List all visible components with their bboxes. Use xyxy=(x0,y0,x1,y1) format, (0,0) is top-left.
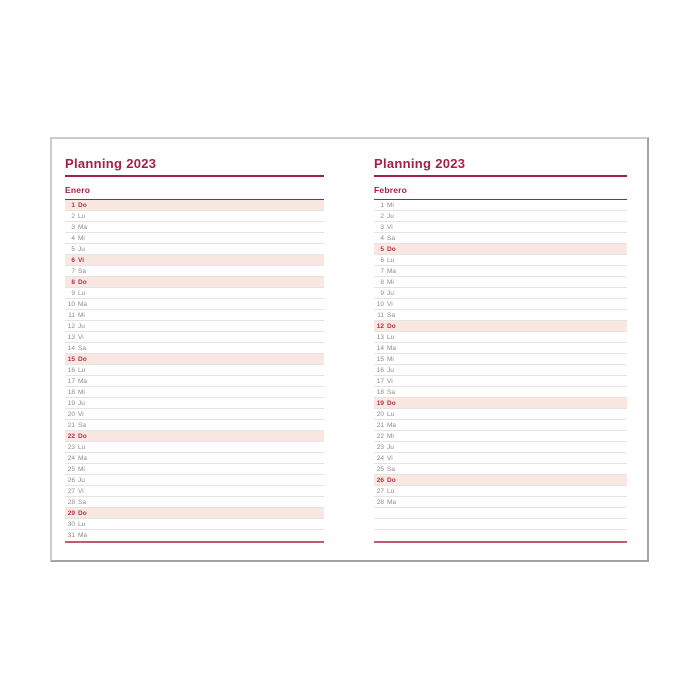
day-abbrev: Sa xyxy=(387,388,395,396)
day-number: 10 xyxy=(67,300,75,308)
calendar-row-enero-7 xyxy=(65,266,324,277)
calendar-row-febrero-12 xyxy=(374,321,627,332)
day-number: 19 xyxy=(376,399,384,407)
calendar-row-enero-31 xyxy=(65,530,324,541)
day-abbrev: Sa xyxy=(78,267,86,275)
calendar-row-febrero-1 xyxy=(374,200,627,211)
calendar-row-enero-12 xyxy=(65,321,324,332)
day-abbrev: Vi xyxy=(387,377,393,385)
day-number: 4 xyxy=(71,234,75,242)
calendar-row-enero-9 xyxy=(65,288,324,299)
day-number: 22 xyxy=(67,432,75,440)
day-abbrev: Mi xyxy=(78,465,85,473)
title-rule xyxy=(65,175,324,177)
calendar-row-enero-17 xyxy=(65,376,324,387)
calendar-row-enero-3 xyxy=(65,222,324,233)
calendar-row-febrero-4 xyxy=(374,233,627,244)
day-abbrev: Sa xyxy=(78,421,86,429)
day-abbrev: Ma xyxy=(387,267,397,275)
calendar-row-enero-20 xyxy=(65,409,324,420)
day-abbrev: Ma xyxy=(78,223,88,231)
day-abbrev: Do xyxy=(387,399,396,407)
day-abbrev: Sa xyxy=(78,498,86,506)
day-number: 24 xyxy=(376,454,384,462)
month-name: Enero xyxy=(65,185,91,195)
calendar-row-febrero-26 xyxy=(374,475,627,486)
day-abbrev: Sa xyxy=(387,311,395,319)
day-abbrev: Do xyxy=(78,509,87,517)
calendar-row-febrero-19 xyxy=(374,398,627,409)
calendar-row-febrero-9 xyxy=(374,288,627,299)
day-number: 15 xyxy=(376,355,384,363)
day-abbrev: Lu xyxy=(387,256,395,264)
planner-spread xyxy=(50,137,649,562)
day-abbrev: Do xyxy=(78,278,87,286)
page-title: Planning 2023 xyxy=(374,156,466,171)
day-number: 27 xyxy=(67,487,75,495)
calendar-row-febrero-18 xyxy=(374,387,627,398)
day-number: 5 xyxy=(380,245,384,253)
day-abbrev: Mi xyxy=(387,201,394,209)
day-number: 17 xyxy=(67,377,75,385)
day-number: 5 xyxy=(71,245,75,253)
calendar-row-febrero-11 xyxy=(374,310,627,321)
day-abbrev: Vi xyxy=(387,300,393,308)
day-abbrev: Do xyxy=(78,201,87,209)
day-abbrev: Mi xyxy=(78,311,85,319)
calendar-row-enero-6 xyxy=(65,255,324,266)
day-number: 1 xyxy=(71,201,75,209)
calendar-row-enero-30 xyxy=(65,519,324,530)
calendar-row-enero-16 xyxy=(65,365,324,376)
day-abbrev: Ma xyxy=(387,498,397,506)
day-number: 26 xyxy=(67,476,75,484)
calendar-row-febrero-22 xyxy=(374,431,627,442)
calendar-row-febrero-21 xyxy=(374,420,627,431)
day-number: 9 xyxy=(380,289,384,297)
day-number: 18 xyxy=(67,388,75,396)
day-abbrev: Vi xyxy=(78,487,84,495)
calendar-row-febrero-13 xyxy=(374,332,627,343)
calendar-row-empty xyxy=(374,530,627,541)
day-abbrev: Ma xyxy=(387,344,397,352)
day-abbrev: Lu xyxy=(78,289,86,297)
calendar-row-febrero-27 xyxy=(374,486,627,497)
calendar-row-enero-5 xyxy=(65,244,324,255)
day-number: 16 xyxy=(67,366,75,374)
title-rule xyxy=(374,175,627,177)
day-number: 20 xyxy=(67,410,75,418)
day-abbrev: Lu xyxy=(78,212,86,220)
day-abbrev: Vi xyxy=(387,223,393,231)
day-abbrev: Ma xyxy=(78,377,88,385)
day-abbrev: Ju xyxy=(387,443,394,451)
calendar-row-enero-11 xyxy=(65,310,324,321)
day-number: 8 xyxy=(71,278,75,286)
calendar-row-febrero-2 xyxy=(374,211,627,222)
day-abbrev: Ju xyxy=(387,212,394,220)
day-number: 28 xyxy=(67,498,75,506)
calendar-row-enero-13 xyxy=(65,332,324,343)
day-number: 4 xyxy=(380,234,384,242)
day-abbrev: Lu xyxy=(78,366,86,374)
calendar-row-febrero-5 xyxy=(374,244,627,255)
day-number: 24 xyxy=(67,454,75,462)
day-number: 9 xyxy=(71,289,75,297)
calendar-row-enero-23 xyxy=(65,442,324,453)
calendar-row-febrero-25 xyxy=(374,464,627,475)
day-abbrev: Ju xyxy=(78,245,85,253)
calendar-row-febrero-3 xyxy=(374,222,627,233)
calendar-row-enero-4 xyxy=(65,233,324,244)
day-abbrev: Ju xyxy=(78,476,85,484)
day-number: 23 xyxy=(67,443,75,451)
day-number: 30 xyxy=(67,520,75,528)
day-abbrev: Do xyxy=(387,476,396,484)
day-number: 25 xyxy=(67,465,75,473)
calendar-row-febrero-7 xyxy=(374,266,627,277)
day-abbrev: Lu xyxy=(78,520,86,528)
calendar-row-febrero-6 xyxy=(374,255,627,266)
day-number: 7 xyxy=(380,267,384,275)
day-abbrev: Lu xyxy=(387,487,395,495)
day-number: 3 xyxy=(380,223,384,231)
day-number: 10 xyxy=(376,300,384,308)
day-abbrev: Lu xyxy=(387,333,395,341)
planner-page-enero xyxy=(65,139,324,560)
day-number: 13 xyxy=(376,333,384,341)
page-title: Planning 2023 xyxy=(65,156,157,171)
day-abbrev: Ma xyxy=(387,421,397,429)
day-abbrev: Do xyxy=(387,322,396,330)
calendar-row-febrero-8 xyxy=(374,277,627,288)
month-day-list xyxy=(65,199,324,543)
day-abbrev: Sa xyxy=(387,465,395,473)
calendar-row-enero-2 xyxy=(65,211,324,222)
month-day-list xyxy=(374,199,627,543)
day-number: 1 xyxy=(380,201,384,209)
day-abbrev: Ju xyxy=(78,322,85,330)
day-number: 28 xyxy=(376,498,384,506)
day-number: 3 xyxy=(71,223,75,231)
day-abbrev: Vi xyxy=(387,454,393,462)
day-abbrev: Ma xyxy=(78,454,88,462)
day-number: 12 xyxy=(67,322,75,330)
day-abbrev: Ju xyxy=(387,366,394,374)
day-number: 13 xyxy=(67,333,75,341)
day-abbrev: Vi xyxy=(78,256,85,264)
day-number: 14 xyxy=(67,344,75,352)
day-number: 27 xyxy=(376,487,384,495)
calendar-row-febrero-16 xyxy=(374,365,627,376)
calendar-row-febrero-10 xyxy=(374,299,627,310)
calendar-row-enero-25 xyxy=(65,464,324,475)
calendar-row-enero-21 xyxy=(65,420,324,431)
day-number: 23 xyxy=(376,443,384,451)
calendar-row-febrero-28 xyxy=(374,497,627,508)
calendar-row-enero-15 xyxy=(65,354,324,365)
day-abbrev: Lu xyxy=(78,443,86,451)
day-number: 31 xyxy=(67,532,75,539)
day-abbrev: Mi xyxy=(387,432,394,440)
day-abbrev: Mi xyxy=(78,388,85,396)
day-number: 26 xyxy=(376,476,384,484)
planner-page-febrero xyxy=(374,139,627,560)
day-abbrev: Ju xyxy=(387,289,394,297)
calendar-row-febrero-17 xyxy=(374,376,627,387)
calendar-row-enero-10 xyxy=(65,299,324,310)
calendar-row-enero-28 xyxy=(65,497,324,508)
calendar-row-enero-14 xyxy=(65,343,324,354)
day-abbrev: Do xyxy=(78,432,87,440)
calendar-row-febrero-20 xyxy=(374,409,627,420)
day-number: 12 xyxy=(376,322,384,330)
day-abbrev: Vi xyxy=(78,410,84,418)
day-number: 11 xyxy=(68,311,75,319)
calendar-row-febrero-14 xyxy=(374,343,627,354)
day-abbrev: Vi xyxy=(78,333,84,341)
day-abbrev: Mi xyxy=(78,234,85,242)
calendar-row-empty xyxy=(374,519,627,530)
day-abbrev: Ju xyxy=(78,399,85,407)
day-abbrev: Do xyxy=(387,245,396,253)
day-abbrev: Ma xyxy=(78,532,88,539)
calendar-row-enero-1 xyxy=(65,200,324,211)
day-number: 11 xyxy=(377,311,384,319)
day-abbrev: Mi xyxy=(387,278,394,286)
day-number: 18 xyxy=(376,388,384,396)
day-abbrev: Do xyxy=(78,355,87,363)
day-number: 29 xyxy=(67,509,75,517)
day-number: 20 xyxy=(376,410,384,418)
calendar-row-enero-29 xyxy=(65,508,324,519)
day-number: 16 xyxy=(376,366,384,374)
calendar-row-enero-8 xyxy=(65,277,324,288)
day-number: 2 xyxy=(380,212,384,220)
calendar-row-febrero-15 xyxy=(374,354,627,365)
day-abbrev: Sa xyxy=(78,344,86,352)
day-number: 21 xyxy=(67,421,75,429)
month-name: Febrero xyxy=(374,185,408,195)
day-number: 14 xyxy=(376,344,384,352)
calendar-row-enero-26 xyxy=(65,475,324,486)
day-abbrev: Lu xyxy=(387,410,395,418)
day-number: 6 xyxy=(71,256,75,264)
calendar-row-febrero-23 xyxy=(374,442,627,453)
day-number: 6 xyxy=(380,256,384,264)
day-abbrev: Ma xyxy=(78,300,88,308)
day-abbrev: Mi xyxy=(387,355,394,363)
calendar-row-enero-19 xyxy=(65,398,324,409)
day-number: 22 xyxy=(376,432,384,440)
day-number: 7 xyxy=(71,267,75,275)
calendar-row-enero-24 xyxy=(65,453,324,464)
calendar-row-febrero-24 xyxy=(374,453,627,464)
day-number: 25 xyxy=(376,465,384,473)
day-number: 19 xyxy=(67,399,75,407)
calendar-row-enero-27 xyxy=(65,486,324,497)
day-number: 8 xyxy=(380,278,384,286)
day-abbrev: Sa xyxy=(387,234,395,242)
calendar-row-enero-18 xyxy=(65,387,324,398)
day-number: 2 xyxy=(71,212,75,220)
calendar-row-enero-22 xyxy=(65,431,324,442)
day-number: 17 xyxy=(376,377,384,385)
day-number: 21 xyxy=(376,421,384,429)
day-number: 15 xyxy=(67,355,75,363)
calendar-row-empty xyxy=(374,508,627,519)
